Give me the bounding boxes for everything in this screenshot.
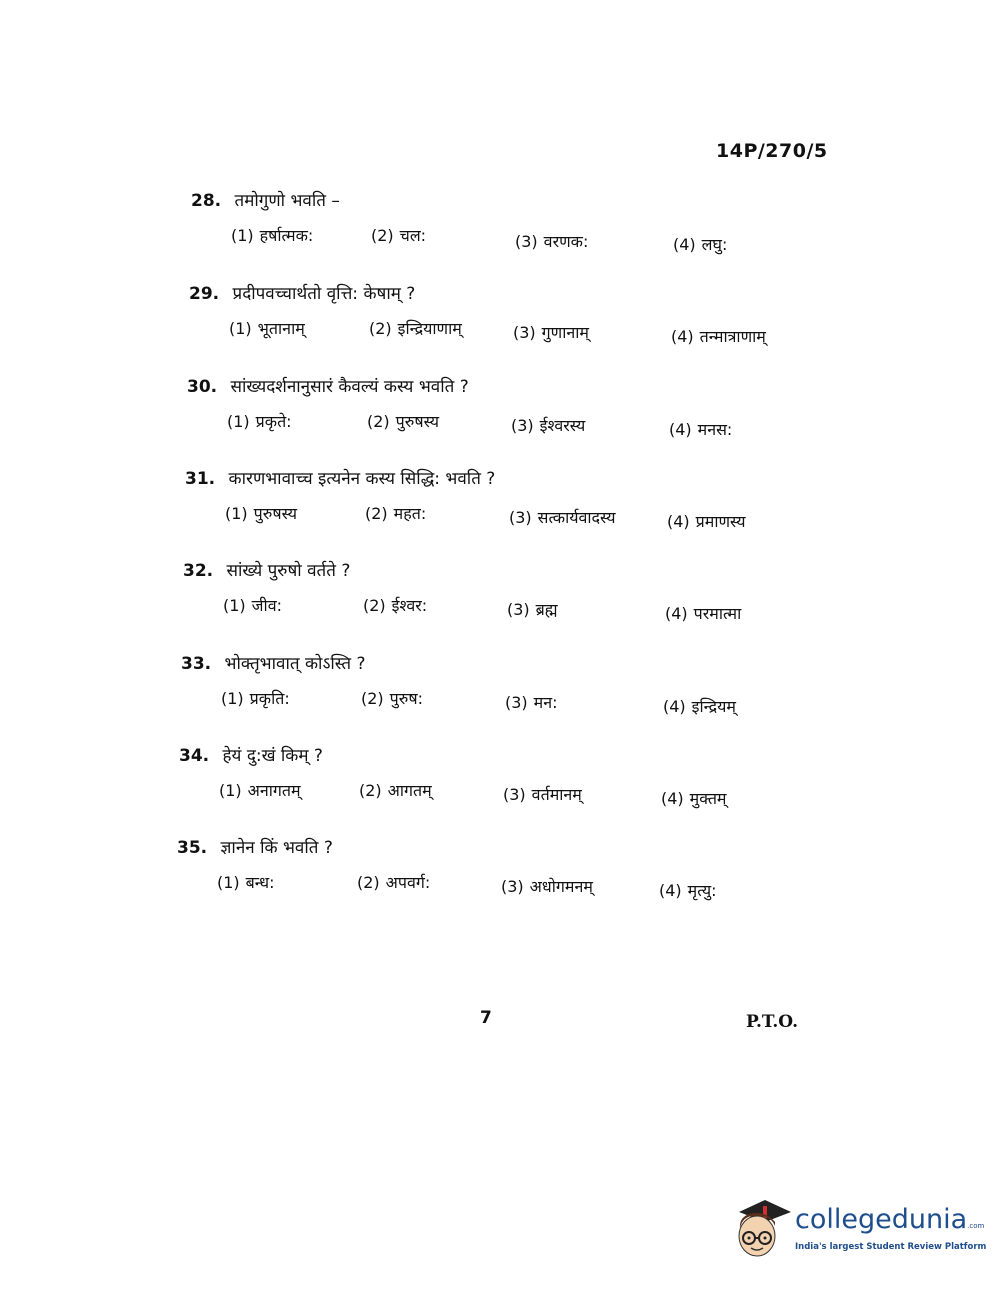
question-33	[0, 651, 993, 731]
logo-suffix: .com	[967, 1222, 985, 1230]
question-32	[0, 558, 993, 638]
option-2: (2) आगतम्	[359, 781, 432, 800]
option-4: (4) प्रमाणस्य	[667, 512, 746, 531]
question-34	[0, 743, 993, 823]
pto-label: P.T.O.	[746, 1012, 798, 1032]
logo-wordmark: collegedunia	[795, 1204, 968, 1235]
collegedunia-logo	[735, 1196, 987, 1266]
option-4: (4) मुक्तम्	[661, 789, 727, 808]
option-4: (4) लघु:	[673, 235, 728, 254]
question-text: कारणभावाच्च इत्यनेन कस्य सिद्धि: भवति ?	[228, 469, 496, 489]
option-3: (3) ब्रह्म	[507, 600, 558, 619]
option-2: (2) इन्द्रियाणाम्	[369, 319, 462, 338]
option-2: (2) पुरुष:	[361, 689, 423, 708]
question-29	[0, 281, 993, 361]
option-3: (3) वर्तमानम्	[503, 785, 582, 804]
question-number: 35.	[177, 838, 208, 858]
page-number: 7	[480, 1008, 492, 1028]
option-3: (3) गुणानाम्	[513, 323, 589, 342]
option-1: (1) प्रकृति:	[221, 689, 290, 708]
question-text: प्रदीपवच्चार्थतो वृत्ति: केषाम् ?	[232, 284, 416, 304]
question-number: 29.	[189, 284, 220, 304]
option-1: (1) प्रकृते:	[227, 412, 292, 431]
logo-tagline: India's largest Student Review Platform	[795, 1242, 987, 1252]
option-4: (4) परमात्मा	[665, 604, 742, 623]
option-3: (3) ईश्वरस्य	[511, 416, 586, 435]
option-2: (2) महत:	[365, 504, 427, 523]
option-2: (2) पुरुषस्य	[367, 412, 440, 431]
question-number: 32.	[183, 561, 214, 581]
option-4: (4) इन्द्रियम्	[663, 697, 736, 716]
question-text: सांख्यदर्शनानुसारं कैवल्यं कस्य भवति ?	[230, 377, 469, 397]
mascot-icon	[735, 1196, 793, 1262]
question-number: 34.	[179, 746, 210, 766]
question-number: 31.	[185, 469, 216, 489]
option-3: (3) सत्कार्यवादस्य	[509, 508, 616, 527]
option-2: (2) अपवर्ग:	[357, 873, 431, 892]
option-4: (4) मृत्यु:	[659, 881, 717, 900]
option-2: (2) चल:	[371, 226, 427, 245]
option-1: (1) जीव:	[223, 596, 282, 615]
option-3: (3) अधोगमनम्	[501, 877, 593, 896]
option-1: (1) पुरुषस्य	[225, 504, 298, 523]
option-1: (1) हर्षात्मक:	[231, 226, 314, 245]
option-4: (4) तन्मात्राणाम्	[671, 327, 766, 346]
option-2: (2) ईश्वर:	[363, 596, 428, 615]
question-text: तमोगुणो भवति –	[234, 191, 340, 211]
question-text: भोक्तृभावात् कोऽस्ति ?	[224, 654, 366, 674]
question-31	[0, 466, 993, 546]
option-1: (1) बन्ध:	[217, 873, 275, 892]
question-text: सांख्ये पुरुषो वर्तते ?	[226, 561, 351, 581]
question-text: हेयं दु:खं किम् ?	[222, 746, 323, 766]
option-1: (1) भूतानाम्	[229, 319, 305, 338]
option-3: (3) मन:	[505, 693, 558, 712]
question-text: ज्ञानेन किं भवति ?	[220, 838, 333, 858]
option-4: (4) मनस:	[669, 420, 733, 439]
question-28	[0, 188, 993, 268]
question-number: 28.	[191, 191, 222, 211]
question-number: 30.	[187, 377, 218, 397]
paper-code: 14P/270/5	[716, 140, 828, 162]
option-3: (3) वरणक:	[515, 232, 589, 251]
question-30	[0, 374, 993, 454]
question-number: 33.	[181, 654, 212, 674]
question-35	[0, 835, 993, 915]
option-1: (1) अनागतम्	[219, 781, 301, 800]
